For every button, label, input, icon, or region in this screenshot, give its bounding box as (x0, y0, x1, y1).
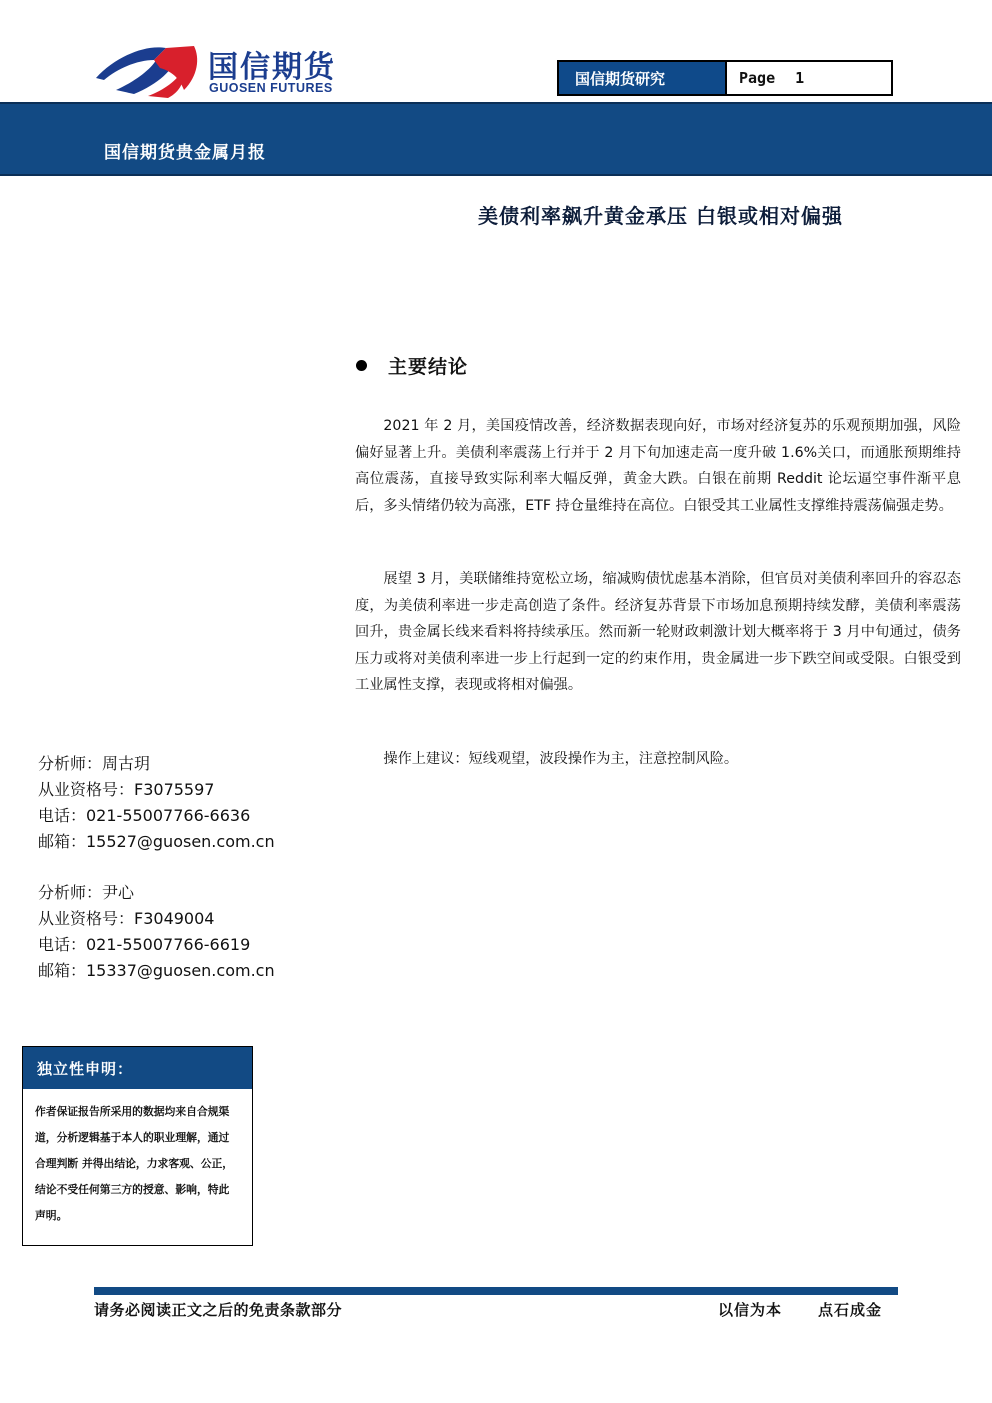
analyst-license: 从业资格号：F3049004 (38, 909, 215, 928)
banner-title: 国信期货贵金属月报 (104, 143, 266, 163)
footer-motto (718, 1299, 882, 1320)
logo-english-name: GUOSEN FUTURES (209, 81, 333, 95)
outlook-paragraph: 展望 3 月，美联储维持宽松立场，缩减购债忧虑基本消除，但官员对美债利率回升的容忍态度，为美债利率进一步走高创造了条件。经济复苏背景下市场加息预期持续发酵，美债利率震荡回升，贵金属长线来看料将持续承压。然而新一轮财政刺激计划大概率将于 3 月中旬通过，债务压力或将对美债利率进一步上行起到一定的约束作用，贵金属进一步下跌空间或受限。白银受到工业属性支撑，表现或将相对偏强。 (355, 571, 961, 693)
analyst-card (38, 880, 338, 984)
analyst-phone: 电话：021-55007766-6619 (38, 935, 251, 954)
report-title: 美债利率飙升黄金承压 白银或相对偏强 (478, 204, 843, 228)
page-indicator (727, 62, 891, 94)
independence-statement-box (22, 1046, 253, 1246)
motto-1: 以信为本 (718, 1301, 783, 1319)
logo-chinese-name: 国信期货 (208, 50, 336, 85)
analyst-email: 邮箱：15527@guosen.com.cn (38, 832, 275, 851)
analyst-license: 从业资格号：F3075597 (38, 780, 215, 799)
motto-2: 点石成金 (818, 1301, 883, 1319)
analyst-phone: 电话：021-55007766-6636 (38, 806, 251, 825)
page-label: Page (739, 69, 776, 87)
advice-paragraph: 操作上建议：短线观望，波段操作为主，注意控制风险。 (383, 751, 739, 767)
analyst-name: 分析师：尹心 (38, 883, 135, 902)
page-number: 1 (795, 69, 805, 87)
analyst-name: 分析师：周古玥 (38, 754, 151, 773)
conclusion-paragraph: 2021 年 2 月，美国疫情改善，经济数据表现向好，市场对经济复苏的乐观预期加强，风险偏好显著上升。美债利率震荡上行并于 2 月下旬加速走高一度升破 1.6%关口，而通胀预期维持高位震荡，直接导致实际利率大幅反弹，黄金大跌。白银在前期 Reddit 论坛逼空事件渐平息后，多头情绪仍较为高涨，ETF 持仓量维持在高位。白银受其工业属性支撑维持震荡偏强走势。 (355, 418, 961, 514)
bullet-icon (356, 360, 367, 371)
analyst-card (38, 751, 338, 855)
statement-body: 作者保证报告所采用的数据均来自合规渠道，分析逻辑基于本人的职业理解，通过合理判断 并得出结论，力求客观、公正，结论不受任何第三方的授意、影响，特此声明。 (35, 1105, 234, 1222)
statement-title: 独立性申明： (23, 1047, 252, 1089)
section-heading: 主要结论 (388, 356, 469, 378)
research-label: 国信期货研究 (559, 62, 727, 94)
footer-disclaimer: 请务必阅读正文之后的免责条款部分 (94, 1301, 343, 1319)
research-page-box (557, 60, 893, 96)
analyst-email: 邮箱：15337@guosen.com.cn (38, 961, 275, 980)
footer-divider (94, 1287, 898, 1295)
